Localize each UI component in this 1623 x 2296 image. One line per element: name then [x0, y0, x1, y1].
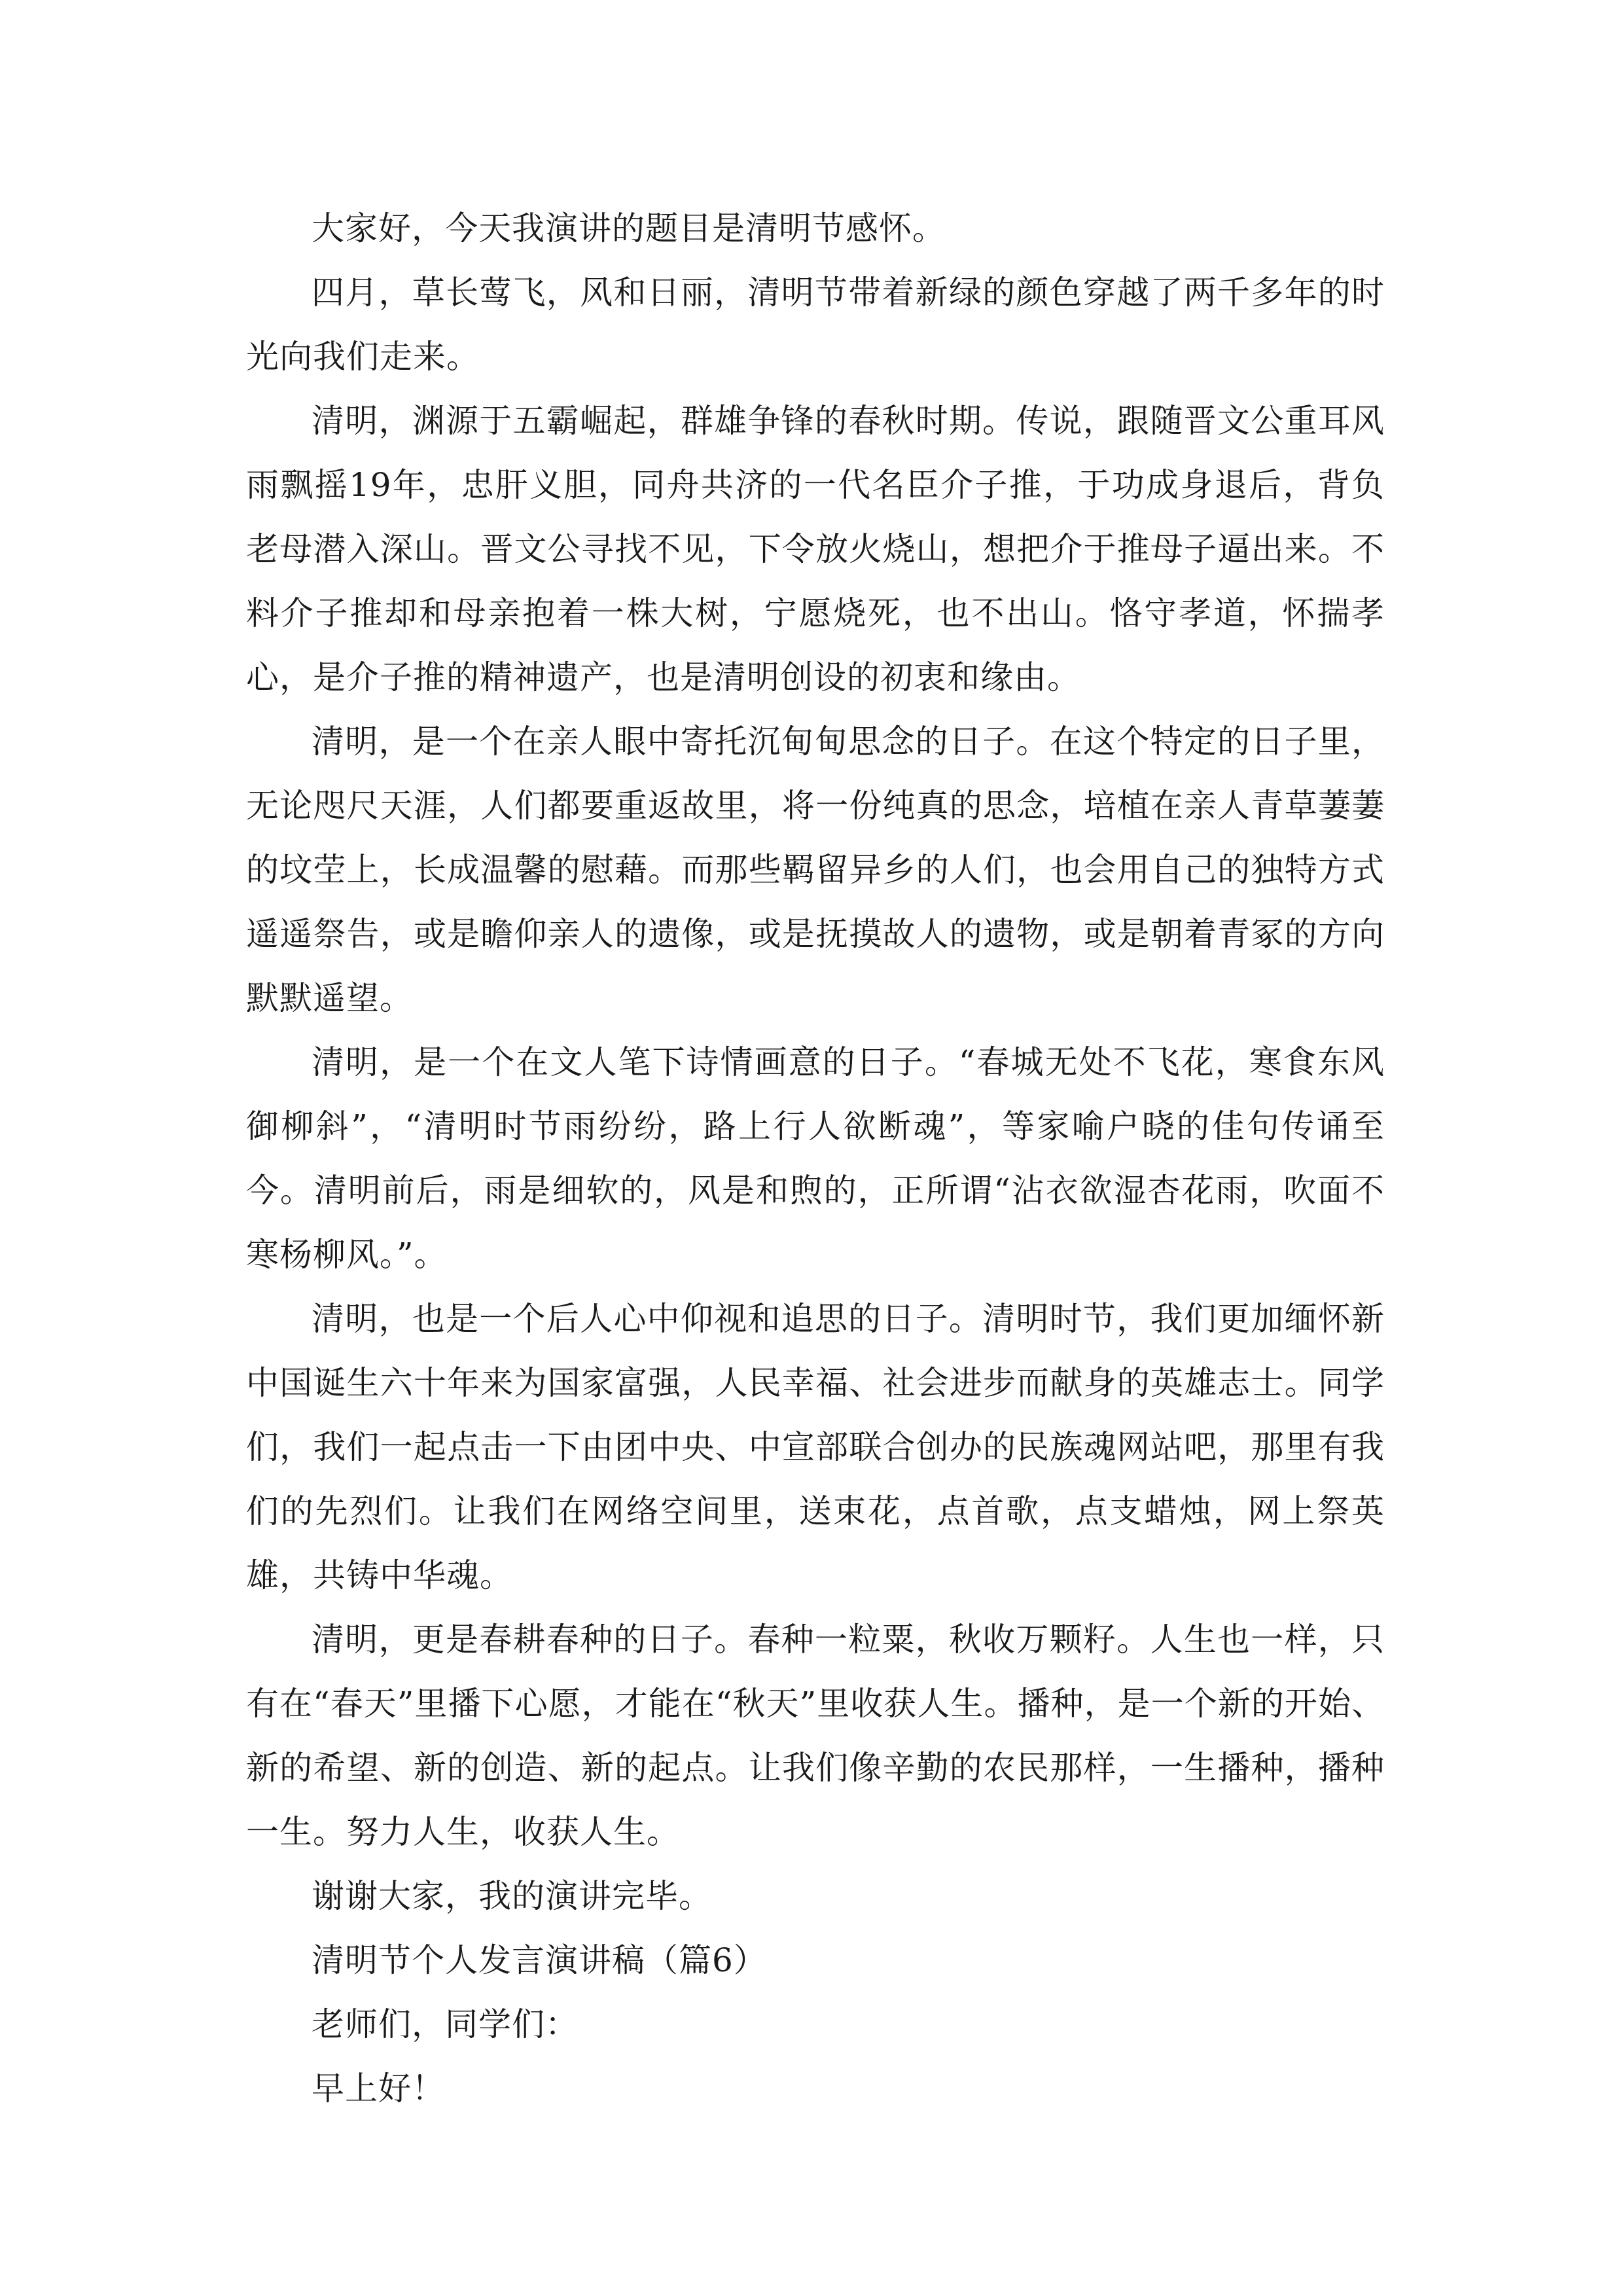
- salutation: 老师们，同学们：: [312, 2005, 579, 2043]
- paragraph-remembrance: 清明，是一个在亲人眼中寄托沉甸甸思念的日子。在这个特定的日子里，无论咫尺天涯，人们都要重返故里，将一份纯真的思念，培植在亲人青草萋萋的坟茔上，长成温馨的慰藉。而那些羁留异乡的人们，也会用自己的独特方式遥遥祭告，或是瞻仰亲人的遗像，或是抚摸故人的遗物，或是朝着青冢的方向默默遥望。: [246, 723, 1385, 1017]
- paragraph-spring-planting: 清明，更是春耕春种的日子。春种一粒粟，秋收万颗籽。人生也一样，只有在“春天”里播下心愿，才能在“秋天”里收获人生。播种，是一个新的开始、新的希望、新的创造、新的起点。让我们像辛勤的农民那样，一生播种，播种一生。努力人生，收获人生。: [246, 1621, 1385, 1851]
- paragraph-greeting: 大家好，今天我演讲的题目是清明节感怀。: [312, 209, 946, 247]
- morning-greeting: 早上好！: [312, 2070, 445, 2108]
- paragraph-heroes: 清明，也是一个后人心中仰视和追思的日子。清明时节，我们更加缅怀新中国诞生六十年来为国家富强，人民幸福、社会进步而献身的英雄志士。同学们，我们一起点击一下由团中央、中宣部联合创办的民族魂网站吧，那里有我们的先烈们。让我们在网络空间里，送束花，点首歌，点支蜡烛，网上祭英雄，共铸中华魂。: [246, 1300, 1385, 1594]
- document-body: [246, 196, 1385, 2121]
- paragraph-poetry: 清明，是一个在文人笔下诗情画意的日子。“春城无处不飞花，寒食东风御柳斜”，“清明时节雨纷纷，路上行人欲断魂”，等家喻户晓的佳句传诵至今。清明前后，雨是细软的，风是和煦的，正所谓“沾衣欲湿杏花雨，吹面不寒杨柳风。”。: [246, 1043, 1385, 1274]
- paragraph-thanks: 谢谢大家，我的演讲完毕。: [312, 1877, 712, 1915]
- paragraph-april: 四月，草长莺飞，风和日丽，清明节带着新绿的颜色穿越了两千多年的时光向我们走来。: [246, 274, 1385, 376]
- section-title: 清明节个人发言演讲稿（篇6）: [312, 1941, 767, 1979]
- paragraph-origin: 清明，渊源于五霸崛起，群雄争锋的春秋时期。传说，跟随晋文公重耳风雨飘摇19年，忠肝义胆，同舟共济的一代名臣介子推，于功成身退后，背负老母潜入深山。晋文公寻找不见，下令放火烧山，想把介于推母子逼出来。不料介子推却和母亲抱着一株大树，宁愿烧死，也不出山。恪守孝道，怀揣孝心，是介子推的精神遗产，也是清明创设的初衷和缘由。: [246, 402, 1385, 696]
